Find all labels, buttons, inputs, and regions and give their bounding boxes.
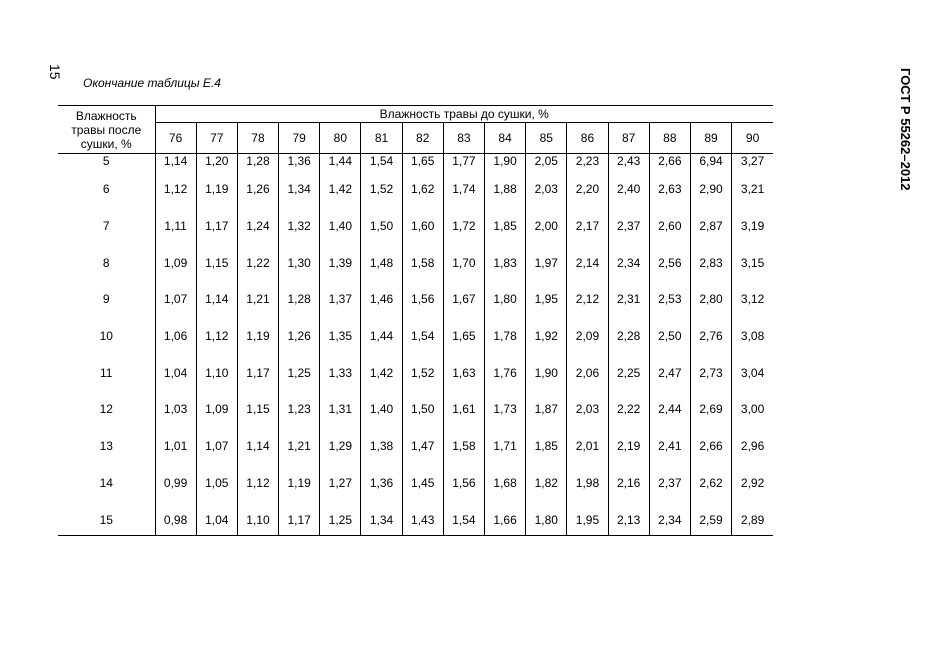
column-header: 86 [567, 123, 608, 154]
document-code: ГОСТ Р 55262–2012 [898, 68, 913, 191]
table-cell: 1,74 [443, 168, 484, 205]
table-cell: 1,14 [155, 154, 196, 169]
row-label: 13 [99, 439, 113, 454]
table-cell: 1,05 [196, 462, 237, 499]
table-cell: 2,90 [690, 168, 731, 205]
data-table [58, 105, 773, 536]
table-cell: 1,09 [196, 388, 237, 425]
table-caption: Окончание таблицы Е.4 [83, 76, 221, 90]
column-header: 84 [485, 123, 526, 154]
table-cell: 1,61 [443, 388, 484, 425]
table-cell: 1,50 [402, 388, 443, 425]
table-cell: 1,12 [155, 168, 196, 205]
table-cell: 1,78 [485, 315, 526, 352]
table-cell: 2,66 [690, 425, 731, 462]
table-cell: 1,80 [526, 498, 567, 535]
table-cell: 1,95 [526, 278, 567, 315]
table-cell: 1,52 [402, 351, 443, 388]
table-cell: 3,15 [732, 241, 773, 278]
table-cell: 2,41 [649, 425, 690, 462]
table-row [58, 351, 773, 388]
table-cell: 1,21 [279, 425, 320, 462]
column-header: 85 [526, 123, 567, 154]
table-row [58, 205, 773, 242]
table-cell: 1,68 [485, 462, 526, 499]
column-header: 87 [608, 123, 649, 154]
table-cell: 2,13 [608, 498, 649, 535]
table-cell: 1,65 [443, 315, 484, 352]
table-cell: 2,53 [649, 278, 690, 315]
row-label: 10 [99, 329, 113, 344]
table-cell: 2,37 [608, 205, 649, 242]
row-label: 9 [102, 292, 110, 307]
table-cell: 1,30 [279, 241, 320, 278]
row-label: 15 [58, 498, 155, 535]
table-cell: 1,54 [443, 498, 484, 535]
table-cell: 2,06 [567, 351, 608, 388]
column-header: 82 [402, 123, 443, 154]
table-cell: 2,66 [649, 154, 690, 169]
table-cell: 2,17 [567, 205, 608, 242]
table-cell: 2,25 [608, 351, 649, 388]
table-cell: 2,09 [567, 315, 608, 352]
table-cell: 1,70 [443, 241, 484, 278]
table-cell: 1,43 [402, 498, 443, 535]
table-cell: 2,59 [690, 498, 731, 535]
table-cell: 2,37 [649, 462, 690, 499]
table-cell: 1,62 [402, 168, 443, 205]
row-label: 7 [102, 219, 110, 234]
table-cell: 1,14 [196, 278, 237, 315]
table-cell: 1,01 [155, 425, 196, 462]
table-cell: 2,69 [690, 388, 731, 425]
table-cell: 2,56 [649, 241, 690, 278]
table-cell: 1,87 [526, 388, 567, 425]
table-cell: 1,95 [567, 498, 608, 535]
table-cell: 1,26 [279, 315, 320, 352]
table-cell: 1,38 [361, 425, 402, 462]
column-header: 76 [155, 123, 196, 154]
table-cell: 3,27 [732, 154, 773, 169]
table-cell: 1,45 [402, 462, 443, 499]
table-cell: 1,04 [155, 351, 196, 388]
table-cell: 2,23 [567, 154, 608, 169]
row-header-cell [58, 106, 155, 154]
table-cell: 2,96 [732, 425, 773, 462]
table-cell: 1,15 [196, 241, 237, 278]
table-cell: 1,63 [443, 351, 484, 388]
table-cell: 2,34 [608, 241, 649, 278]
table-cell: 1,40 [320, 205, 361, 242]
table-cell: 2,43 [608, 154, 649, 169]
table-cell: 2,63 [649, 168, 690, 205]
table-cell: 1,82 [526, 462, 567, 499]
column-group-header: Влажность травы до сушки, % [155, 106, 773, 123]
table-cell: 1,85 [485, 205, 526, 242]
table-cell: 2,00 [526, 205, 567, 242]
table-cell: 1,35 [320, 315, 361, 352]
table-cell: 1,52 [361, 168, 402, 205]
table-cell: 2,20 [567, 168, 608, 205]
table-cell: 1,42 [320, 168, 361, 205]
table-cell: 1,67 [443, 278, 484, 315]
table-cell: 1,17 [279, 498, 320, 535]
table-cell: 1,11 [155, 205, 196, 242]
table-cell: 1,17 [237, 351, 278, 388]
table-cell: 1,34 [279, 168, 320, 205]
column-header: 90 [732, 123, 773, 154]
table-cell: 2,62 [690, 462, 731, 499]
table-cell: 2,44 [649, 388, 690, 425]
table-cell: 2,76 [690, 315, 731, 352]
table-cell: 1,24 [237, 205, 278, 242]
table-cell: 6,94 [690, 154, 731, 169]
table-cell: 3,21 [732, 168, 773, 205]
table-cell: 1,71 [485, 425, 526, 462]
table-cell: 2,05 [526, 154, 567, 169]
table-row [58, 388, 773, 425]
row-header-line-3: сушки, % [80, 136, 132, 151]
table-cell: 2,19 [608, 425, 649, 462]
page-number: 15 [47, 64, 63, 80]
table-cell: 1,92 [526, 315, 567, 352]
table-cell: 1,97 [526, 241, 567, 278]
table-cell: 1,19 [279, 462, 320, 499]
table-cell: 2,34 [649, 498, 690, 535]
table-header-row [58, 106, 773, 123]
table-cell: 1,56 [443, 462, 484, 499]
table-cell: 1,33 [320, 351, 361, 388]
table-cell: 1,73 [485, 388, 526, 425]
table-cell: 3,00 [732, 388, 773, 425]
table-cell: 1,27 [320, 462, 361, 499]
column-header: 81 [361, 123, 402, 154]
table-cell: 1,15 [237, 388, 278, 425]
table-cell: 3,04 [732, 351, 773, 388]
table-cell: 2,31 [608, 278, 649, 315]
table-cell: 1,54 [402, 315, 443, 352]
table-cell: 1,03 [155, 388, 196, 425]
table-cell: 1,98 [567, 462, 608, 499]
table-cell: 3,08 [732, 315, 773, 352]
table-cell: 3,12 [732, 278, 773, 315]
table-cell: 1,65 [402, 154, 443, 169]
table-cell: 1,26 [237, 168, 278, 205]
table-row [58, 168, 773, 205]
column-header: 79 [279, 123, 320, 154]
table-cell: 1,56 [402, 278, 443, 315]
table-cell: 2,03 [526, 168, 567, 205]
table-cell: 1,58 [402, 241, 443, 278]
table-cell: 1,07 [155, 278, 196, 315]
table-cell: 1,32 [279, 205, 320, 242]
table-cell: 1,25 [279, 351, 320, 388]
table-cell: 2,12 [567, 278, 608, 315]
table-cell: 1,12 [196, 315, 237, 352]
column-header: 83 [443, 123, 484, 154]
table-cell: 1,50 [361, 205, 402, 242]
table-cell: 1,60 [402, 205, 443, 242]
table-cell: 1,04 [196, 498, 237, 535]
table-cell: 2,28 [608, 315, 649, 352]
table-cell: 1,14 [237, 425, 278, 462]
row-label: 8 [102, 255, 110, 270]
table-cell: 1,28 [279, 278, 320, 315]
table-cell: 1,44 [361, 315, 402, 352]
column-header-row [58, 123, 773, 154]
table-cell: 1,39 [320, 241, 361, 278]
table-cell: 1,44 [320, 154, 361, 169]
table-cell: 1,19 [237, 315, 278, 352]
column-header: 88 [649, 123, 690, 154]
table-cell: 2,14 [567, 241, 608, 278]
row-header-line-2: травы после [71, 122, 142, 137]
row-label: 6 [102, 182, 110, 197]
table-cell: 1,36 [279, 154, 320, 169]
table-cell: 1,22 [237, 241, 278, 278]
table-cell: 1,34 [361, 498, 402, 535]
table-cell: 2,83 [690, 241, 731, 278]
table-row [58, 498, 773, 535]
table-cell: 2,01 [567, 425, 608, 462]
table-cell: 1,31 [320, 388, 361, 425]
table-cell: 1,25 [320, 498, 361, 535]
table-cell: 1,29 [320, 425, 361, 462]
table-cell: 1,47 [402, 425, 443, 462]
table-cell: 1,40 [361, 388, 402, 425]
table-cell: 2,89 [732, 498, 773, 535]
table-cell: 2,60 [649, 205, 690, 242]
column-header: 77 [196, 123, 237, 154]
column-header: 89 [690, 123, 731, 154]
table-cell: 1,07 [196, 425, 237, 462]
row-header-line-1: Влажность [75, 108, 137, 123]
table-cell: 0,99 [155, 462, 196, 499]
table-cell: 2,16 [608, 462, 649, 499]
table-cell: 1,10 [237, 498, 278, 535]
table-cell: 1,90 [485, 154, 526, 169]
table-cell: 2,80 [690, 278, 731, 315]
table-cell: 1,85 [526, 425, 567, 462]
table-cell: 3,19 [732, 205, 773, 242]
table-cell: 1,37 [320, 278, 361, 315]
table-cell: 2,22 [608, 388, 649, 425]
table-cell: 2,87 [690, 205, 731, 242]
column-header: 78 [237, 123, 278, 154]
table-cell: 1,09 [155, 241, 196, 278]
table-cell: 1,90 [526, 351, 567, 388]
row-label: 11 [100, 365, 113, 380]
table-cell: 1,58 [443, 425, 484, 462]
table-cell: 1,21 [237, 278, 278, 315]
table-cell: 0,98 [155, 498, 196, 535]
table-cell: 2,03 [567, 388, 608, 425]
table-cell: 2,50 [649, 315, 690, 352]
table-cell: 1,20 [196, 154, 237, 169]
table-cell: 1,76 [485, 351, 526, 388]
table-cell: 2,47 [649, 351, 690, 388]
table-row [58, 315, 773, 352]
table-row [58, 154, 773, 169]
table-cell: 1,88 [485, 168, 526, 205]
table-cell: 1,48 [361, 241, 402, 278]
table-cell: 2,92 [732, 462, 773, 499]
table-cell: 2,40 [608, 168, 649, 205]
column-header: 80 [320, 123, 361, 154]
table-row [58, 278, 773, 315]
table-cell: 1,17 [196, 205, 237, 242]
row-label: 5 [102, 154, 110, 168]
table-cell: 2,73 [690, 351, 731, 388]
table-cell: 1,28 [237, 154, 278, 169]
table-row [58, 425, 773, 462]
table-cell: 1,42 [361, 351, 402, 388]
table-cell: 1,66 [485, 498, 526, 535]
table-cell: 1,72 [443, 205, 484, 242]
table-cell: 1,46 [361, 278, 402, 315]
table-cell: 1,80 [485, 278, 526, 315]
table-cell: 1,77 [443, 154, 484, 169]
table-cell: 1,12 [237, 462, 278, 499]
table-cell: 1,23 [279, 388, 320, 425]
table-row [58, 462, 773, 499]
table-cell: 1,54 [361, 154, 402, 169]
table-cell: 1,10 [196, 351, 237, 388]
table-body [58, 154, 773, 536]
table-cell: 1,36 [361, 462, 402, 499]
row-label: 14 [99, 475, 113, 490]
table-cell: 1,19 [196, 168, 237, 205]
table-row [58, 241, 773, 278]
row-label: 12 [99, 402, 113, 417]
table-cell: 1,83 [485, 241, 526, 278]
table-cell: 1,06 [155, 315, 196, 352]
